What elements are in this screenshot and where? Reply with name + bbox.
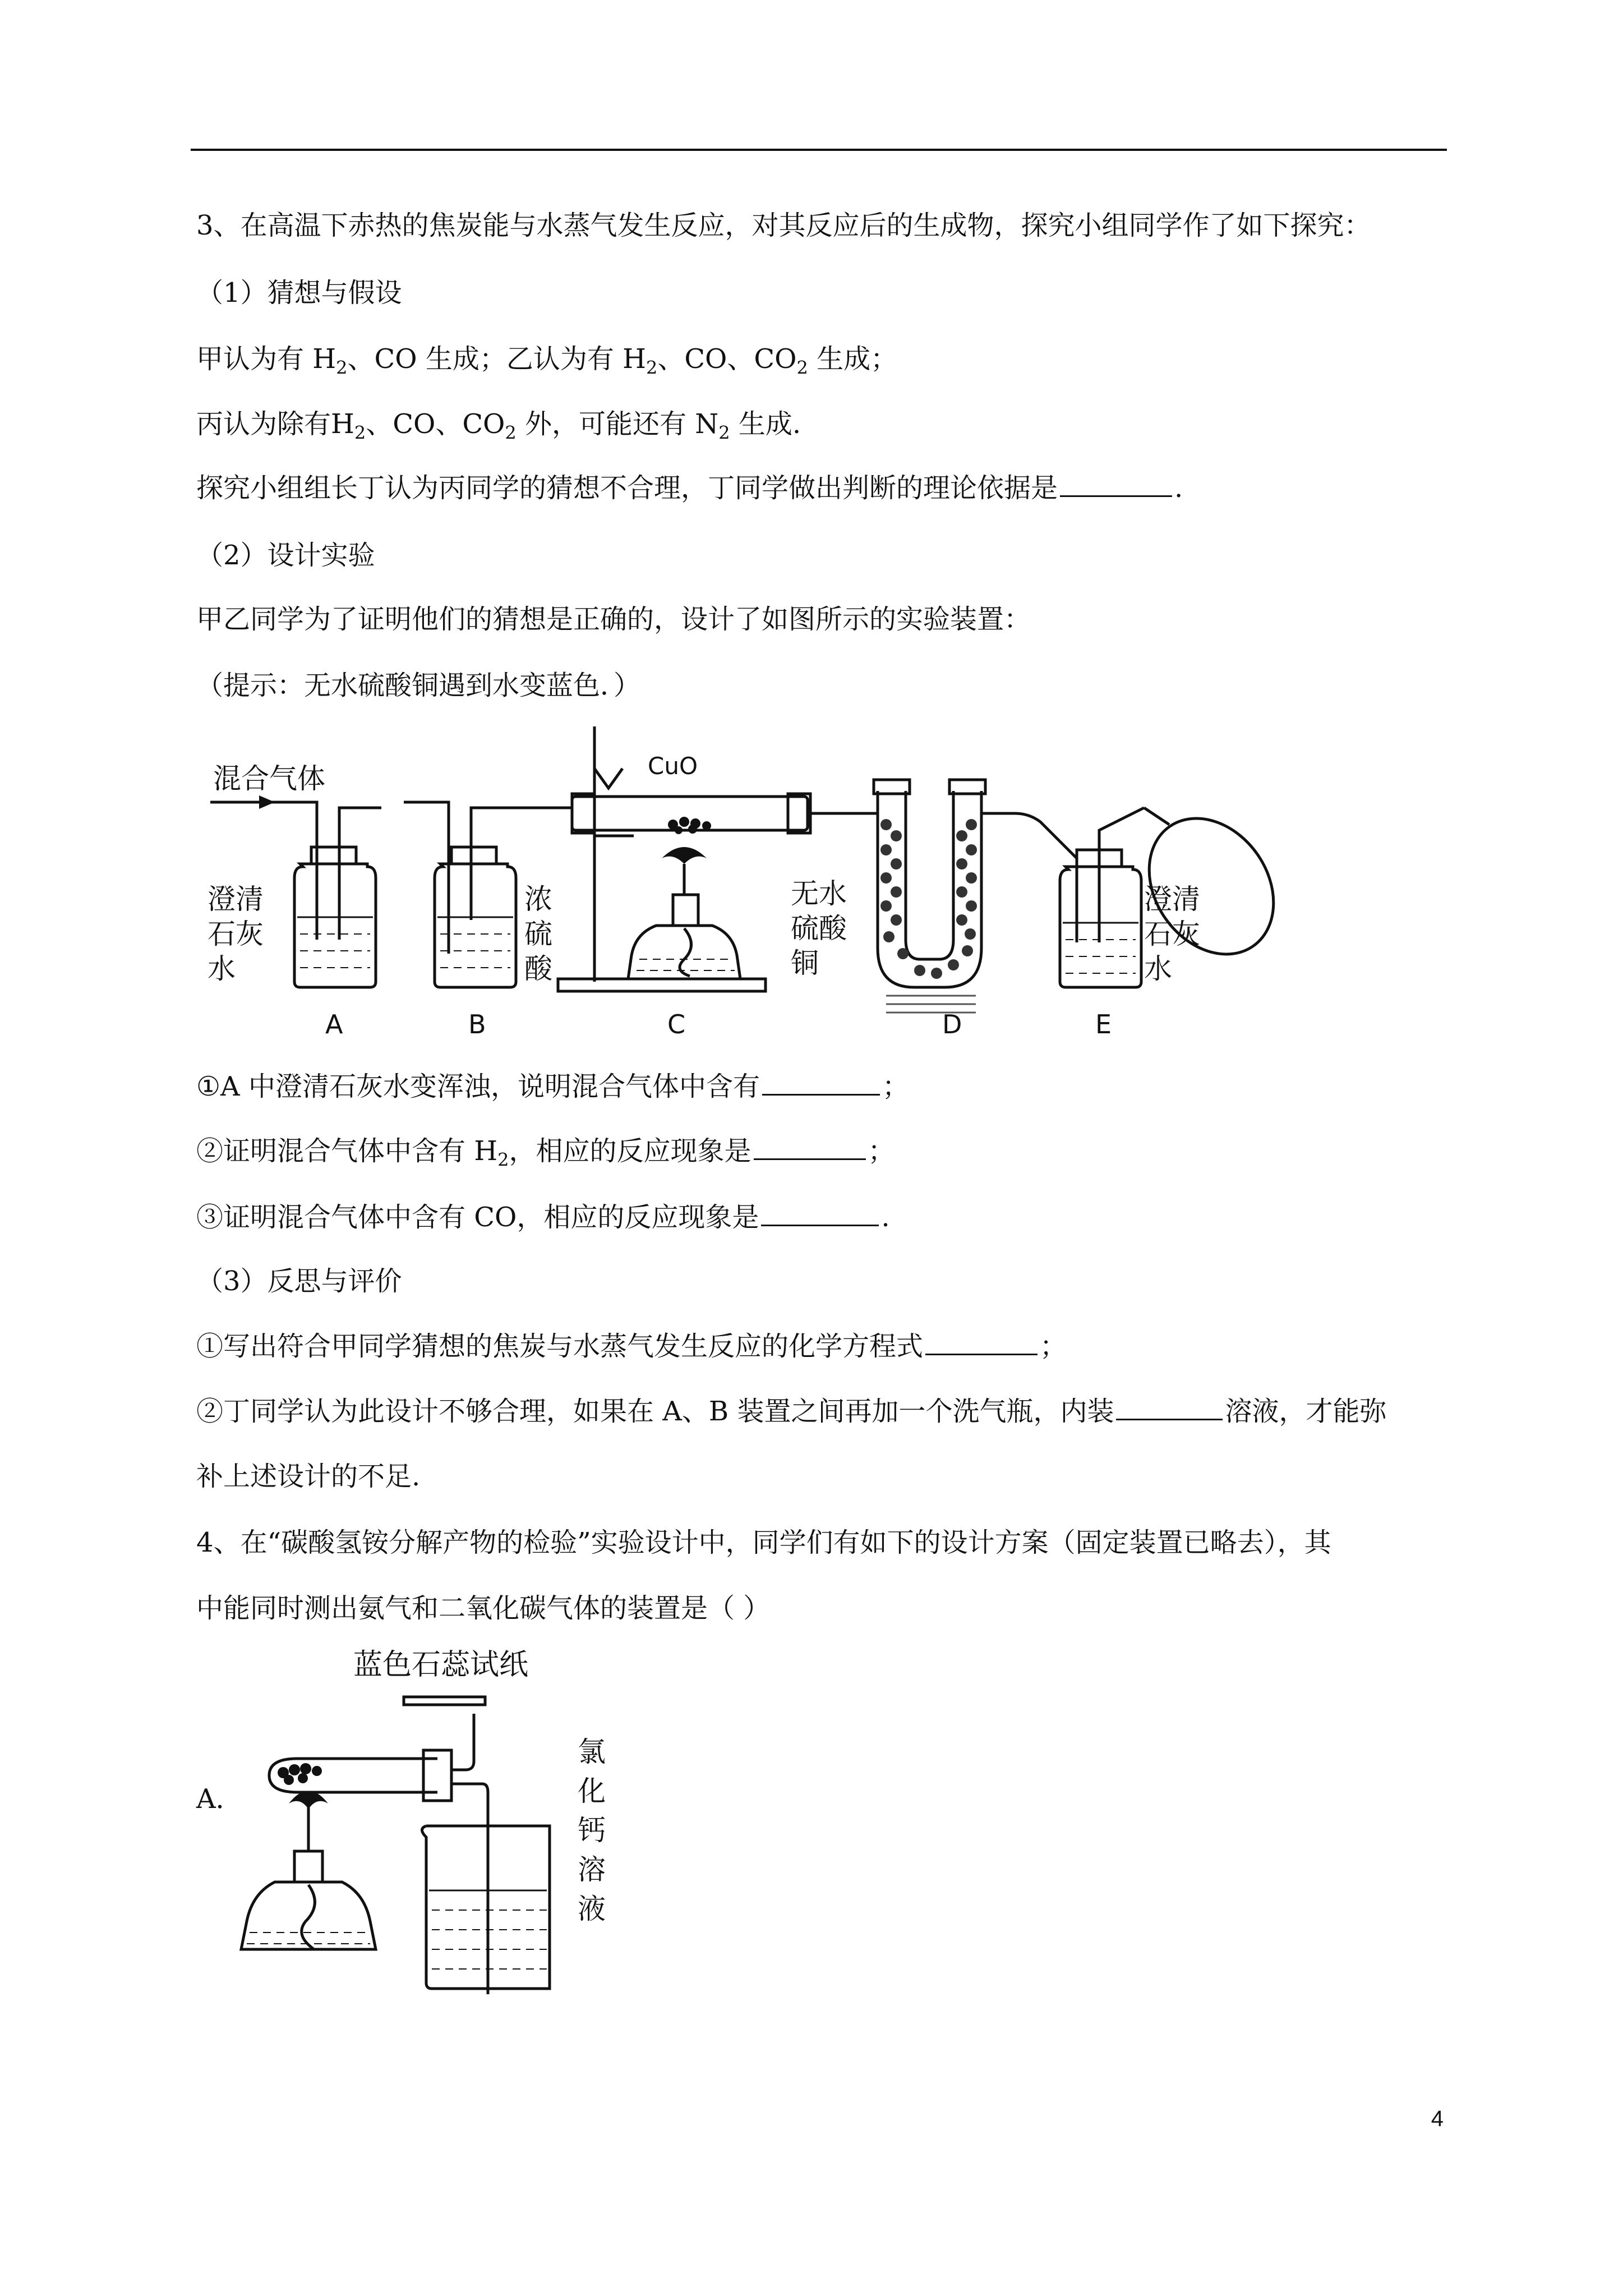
hint-text: （提示：无水硫酸铜遇到水变蓝色．） <box>196 670 641 701</box>
letter-e: E <box>1095 1009 1112 1039</box>
limewater-e-label: 澄清石灰水 <box>1144 883 1200 985</box>
header-rule <box>191 149 1447 151</box>
answer-blank[interactable] <box>754 1134 866 1160</box>
option-a-diagram <box>236 1635 628 1994</box>
hypothesis-bing: 丙认为除有$H_2$、CO、$CO_2$ 外，可能还有 $N_2$ 生成. <box>196 408 801 444</box>
q3-stem: 3、在高温下赤热的焦炭能与水蒸气发生反应，对其反应后的生成物，探究小组同学作了如下探究： <box>196 210 1371 241</box>
reflection-2-cont: 补上述设计的不足. <box>196 1461 421 1492</box>
reflection-1: ①写出符合甲同学猜想的焦炭与水蒸气发生反应的化学方程式 ； <box>196 1328 1453 1364</box>
limewater-a-label: 澄清石灰水 <box>208 883 264 985</box>
question-a-limewater: ①A 中澄清石灰水变浑浊，说明混合气体中含有 ； <box>196 1069 1453 1105</box>
question-h2: ②证明混合气体中含有 $H_2$，相应的反应现象是 ； <box>196 1133 1453 1169</box>
option-a-figure <box>236 1635 628 1994</box>
q3-part1-title: （1）猜想与假设 <box>196 277 402 309</box>
apparatus-figure <box>191 724 1312 1043</box>
q3-part3-title: （3）反思与评价 <box>196 1266 402 1297</box>
q4-stem: 4、在“碳酸氢铵分解产物的检验”实验设计中，同学们有如下的设计方案（固定装置已略去），其 <box>196 1527 1331 1558</box>
litmus-paper-label: 蓝色石蕊试纸 <box>353 1648 529 1682</box>
letter-a: A <box>325 1009 343 1039</box>
option-a-label[interactable]: A． <box>196 1783 243 1815</box>
ding-question: 探究小组组长丁认为丙同学的猜想不合理，丁同学做出判断的理论依据是 . <box>196 470 1453 506</box>
letter-d: D <box>942 1009 962 1039</box>
answer-blank[interactable] <box>1116 1394 1223 1420</box>
hypothesis-jia-yi: 甲认为有 $H_2$、CO 生成；乙认为有 $H_2$、CO、$CO_2$ 生成； <box>196 343 898 379</box>
answer-blank[interactable] <box>925 1329 1038 1355</box>
page-number: 4 <box>1431 2106 1444 2131</box>
answer-blank[interactable] <box>1060 471 1172 497</box>
letter-b: B <box>468 1009 486 1039</box>
cuso4-label: 无水硫酸铜 <box>791 877 847 979</box>
design-text: 甲乙同学为了证明他们的猜想是正确的，设计了如图所示的实验装置： <box>196 604 1031 635</box>
sulfuric-acid-label: 浓硫酸 <box>524 883 552 985</box>
answer-blank[interactable] <box>761 1200 879 1226</box>
mixed-gas-label: 混合气体 <box>213 762 325 795</box>
q4-stem-cont: 中能同时测出氨气和二氧化碳气体的装置是（ ） <box>196 1593 771 1624</box>
letter-c: C <box>667 1009 686 1039</box>
answer-blank[interactable] <box>762 1069 880 1096</box>
apparatus-diagram <box>191 724 1312 1043</box>
reflection-2: ②丁同学认为此设计不够合理，如果在 A、B 装置之间再加一个洗气瓶，内装 溶液，才能弥 <box>196 1393 1453 1429</box>
q3-part2-title: （2）设计实验 <box>196 540 375 571</box>
question-co: ③证明混合气体中含有 CO，相应的反应现象是 . <box>196 1199 1453 1235</box>
cuo-label: CuO <box>648 752 698 780</box>
cacl2-solution-label: 氯化钙溶液 <box>578 1736 606 1925</box>
